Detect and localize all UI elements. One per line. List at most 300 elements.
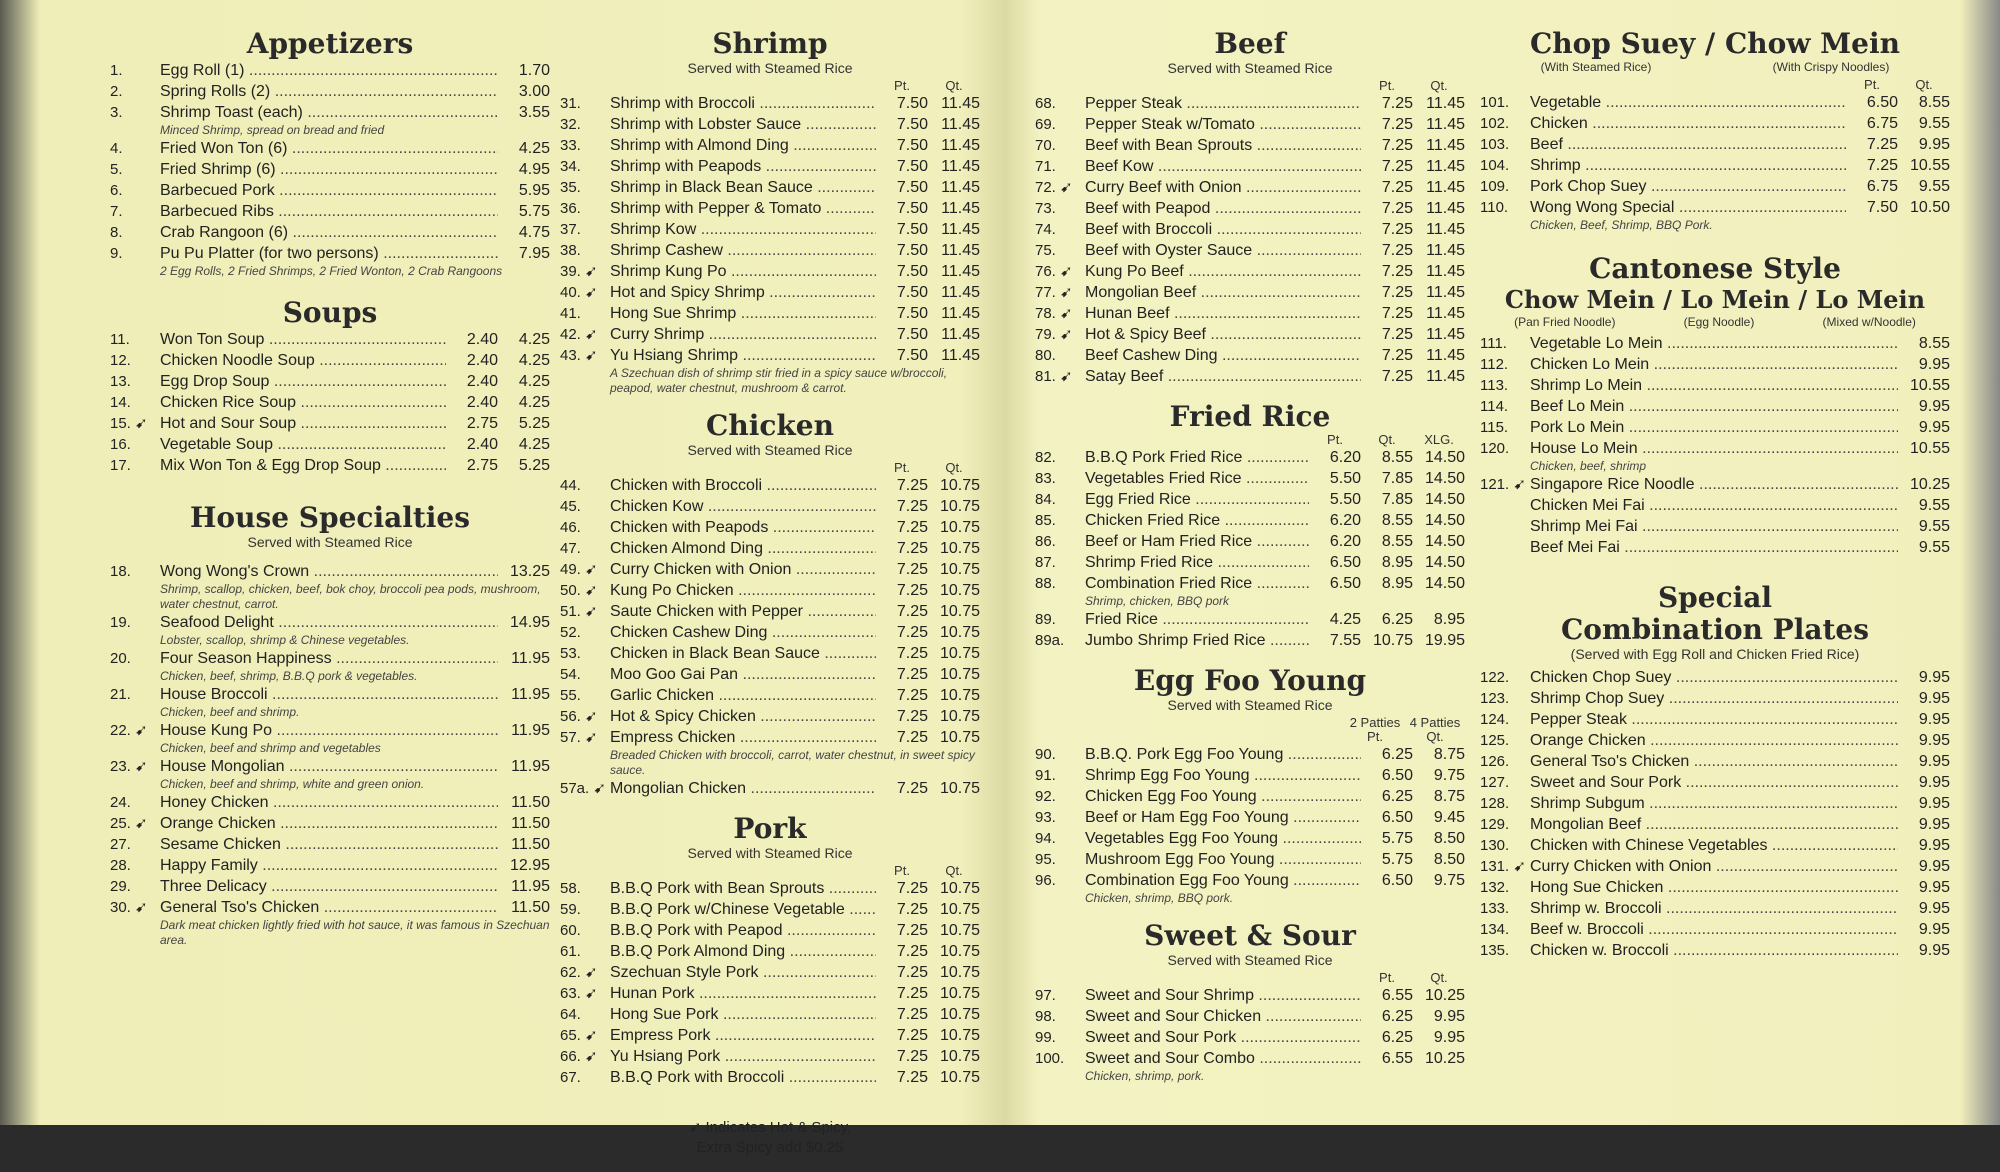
item-price-pt: 7.25: [896, 943, 928, 960]
item-price-qt: 8.50: [1433, 830, 1465, 847]
menu-item: [1035, 985, 1465, 1006]
menu-item: [560, 282, 980, 303]
menu-item: [110, 329, 550, 350]
item-price-qt: 11.45: [1426, 263, 1465, 280]
menu-item: [560, 983, 980, 1004]
item-name: Hunan Pork .....: [610, 983, 876, 1004]
menu-item: [1035, 261, 1465, 282]
item-price-pt: 7.25: [1381, 263, 1413, 280]
menu-item: [1035, 510, 1465, 531]
item-price-pt: 7.25: [1381, 137, 1413, 154]
item-name: Beef Kow .....: [1085, 156, 1361, 177]
item-price-qt: 4.25: [518, 331, 550, 348]
item-name: Hot and Spicy Shrimp .....: [610, 282, 876, 303]
item-price-pt: 7.25: [1381, 179, 1413, 196]
item-name: General Tso's Chicken .....: [160, 897, 498, 918]
item-price-xlg: 14.50: [1424, 554, 1465, 571]
item-name: Wong Wong Special .....: [1530, 197, 1846, 218]
item-name: Mongolian Beef .....: [1085, 282, 1361, 303]
item-name: Beef or Ham Egg Foo Young .....: [1085, 807, 1361, 828]
item-number: 126.: [1480, 753, 1510, 770]
item-number: 57a. ➹: [560, 780, 606, 797]
item-description: Chicken, beef, shrimp, B.B.Q pork & vegetables.: [160, 669, 418, 683]
item-price-qt: 10.75: [939, 1006, 980, 1023]
menu-item: [110, 434, 550, 455]
item-number: 124.: [1480, 711, 1510, 728]
item-price-pt: 7.25: [896, 477, 928, 494]
menu-item: [1480, 919, 1950, 940]
item-price-pt: 7.50: [896, 200, 928, 217]
item-name: Curry Chicken with Onion .....: [1530, 856, 1898, 877]
menu-item: [110, 243, 550, 264]
item-name: B.B.Q Pork Almond Ding .....: [610, 941, 876, 962]
item-number: 43. ➹: [560, 347, 598, 364]
item-description: Chicken, beef, shrimp: [1530, 459, 1647, 473]
item-price-pt: 7.25: [1381, 284, 1413, 301]
item-number: 33.: [560, 137, 581, 154]
item-price-qt: 8.95: [1381, 554, 1413, 571]
item-price-qt: 10.75: [939, 561, 980, 578]
item-name: Shrimp Chop Suey .....: [1530, 688, 1898, 709]
item-price-qt: 10.75: [939, 901, 980, 918]
item-number: 2.: [110, 83, 123, 100]
item-price-pt: 9.95: [1918, 900, 1950, 917]
menu-item: [110, 756, 550, 777]
item-number: 55.: [560, 687, 581, 704]
item-price-pt: 9.95: [1918, 837, 1950, 854]
item-price-qt: 10.75: [939, 1048, 980, 1065]
menu-item: [1035, 630, 1465, 651]
section-title: Sweet & Sour: [1144, 919, 1356, 952]
item-number: 54.: [560, 666, 581, 683]
section-pork: [560, 813, 980, 1158]
item-price-xlg: 14.50: [1424, 449, 1465, 466]
item-price-pt: 9.95: [1918, 774, 1950, 791]
item-number: 9.: [110, 245, 123, 262]
item-number: 129.: [1480, 816, 1510, 833]
item-price-pt: 6.50: [1329, 554, 1361, 571]
menu-item: [1035, 849, 1465, 870]
item-name: Crab Rangoon (6) .....: [160, 222, 498, 243]
item-number: 50. ➹: [560, 582, 598, 599]
item-list: [110, 561, 550, 948]
item-number: 85.: [1035, 512, 1056, 529]
item-price-qt: 9.95: [1433, 1008, 1465, 1025]
item-price-pt: 11.95: [511, 722, 550, 739]
menu-item: [1480, 898, 1950, 919]
item-name: Three Delicacy .....: [160, 876, 498, 897]
item-name: Chicken Rice Soup .....: [160, 392, 446, 413]
item-price-qt: 10.75: [939, 943, 980, 960]
item-price-pt: 7.25: [896, 540, 928, 557]
item-name: Chicken in Black Bean Sauce .....: [610, 643, 876, 664]
item-price-pt: 6.25: [1381, 788, 1413, 805]
price-headers: Pt. Qt. XLG.: [1327, 432, 1454, 447]
item-price-pt: 2.40: [466, 352, 498, 369]
item-number: 65. ➹: [560, 1027, 598, 1044]
item-name: House Broccoli .....: [160, 684, 498, 705]
item-description: Chicken, beef and shrimp, white and green onion.: [160, 777, 425, 791]
menu-item: [1480, 814, 1950, 835]
menu-item: [1035, 366, 1465, 387]
item-name: Egg Roll (1) .....: [160, 60, 498, 81]
item-price-qt: 7.85: [1381, 470, 1413, 487]
item-name: Kung Po Chicken .....: [610, 580, 876, 601]
item-price-qt: 10.25: [1424, 987, 1465, 1004]
item-price-pt: 9.55: [1918, 539, 1950, 556]
item-number: 17.: [110, 457, 131, 474]
menu-item: [1035, 282, 1465, 303]
item-number: 80.: [1035, 347, 1056, 364]
item-price-qt: 9.95: [1918, 136, 1950, 153]
menu-item: [560, 643, 980, 664]
item-name: Chicken Kow .....: [610, 496, 876, 517]
section-subtitle: Served with Steamed Rice: [1167, 60, 1333, 76]
item-name: Honey Chicken .....: [160, 792, 498, 813]
menu-item: [110, 60, 550, 81]
menu-item: [1480, 134, 1950, 155]
item-name: Shrimp Fried Rice .....: [1085, 552, 1309, 573]
section-cantonese: [1480, 253, 1950, 558]
section-subtitles: (Pan Fried Noodle) (Egg Noodle) (Mixed w/Noodle): [1514, 315, 1916, 329]
item-name: Combination Fried Rice .....: [1085, 573, 1309, 594]
item-price-pt: 5.75: [518, 203, 550, 220]
item-name: Beef with Oyster Sauce .....: [1085, 240, 1361, 261]
item-name: Chicken Cashew Ding .....: [610, 622, 876, 643]
item-name: Moo Goo Gai Pan .....: [610, 664, 876, 685]
menu-item: [560, 778, 980, 799]
item-list: [1480, 667, 1950, 961]
menu-item: [560, 93, 980, 114]
item-number: 97.: [1035, 987, 1056, 1004]
section-title-2: Chow Mein / Lo Mein / Lo Mein: [1504, 285, 1926, 314]
item-price-pt: 7.25: [1381, 326, 1413, 343]
item-price-pt: 7.25: [1381, 305, 1413, 322]
item-number: 1.: [110, 62, 123, 79]
item-price-pt: 7.95: [518, 245, 550, 262]
item-description: Chicken, beef and shrimp and vegetables: [160, 741, 381, 755]
item-number: 61.: [560, 943, 581, 960]
item-number: 67.: [560, 1069, 581, 1086]
section-subtitle: Served with Steamed Rice: [1167, 952, 1333, 968]
item-name: Chicken with Broccoli .....: [610, 475, 876, 496]
item-name: Beef or Ham Fried Rice .....: [1085, 531, 1309, 552]
item-price-pt: 11.50: [511, 815, 550, 832]
item-price-qt: 4.25: [518, 436, 550, 453]
menu-item: [110, 371, 550, 392]
item-number: 53.: [560, 645, 581, 662]
item-number: 25. ➹: [110, 815, 148, 832]
item-number: 73.: [1035, 200, 1056, 217]
menu-item: [1480, 176, 1950, 197]
item-number: 14.: [110, 394, 131, 411]
menu-item: [560, 878, 980, 899]
menu-item: [110, 648, 550, 669]
section-title: Soups: [282, 296, 378, 329]
menu-item: [1035, 1006, 1465, 1027]
item-price-pt: 10.25: [1909, 476, 1950, 493]
section-title: Special: [1657, 581, 1773, 614]
item-name: Shrimp w. Broccoli .....: [1530, 898, 1898, 919]
item-price-qt: 10.75: [1372, 632, 1413, 649]
item-price-qt: 11.45: [1426, 137, 1465, 154]
menu-item: [560, 114, 980, 135]
item-description: Lobster, scallop, shrimp & Chinese vegetables.: [160, 633, 410, 647]
menu-item: [560, 345, 980, 366]
item-price-pt: 7.50: [896, 326, 928, 343]
item-name: B.B.Q Pork with Peapod .....: [610, 920, 876, 941]
menu-item: [1480, 92, 1950, 113]
item-price-qt: 10.75: [939, 880, 980, 897]
section-title: Egg Foo Young: [1133, 664, 1367, 697]
item-price-pt: 7.50: [896, 116, 928, 133]
menu-item: [560, 240, 980, 261]
menu-item: [1480, 375, 1950, 396]
item-name: Shrimp with Broccoli .....: [610, 93, 876, 114]
item-name: Satay Beef .....: [1085, 366, 1361, 387]
menu-item: [560, 622, 980, 643]
menu-item: [1480, 155, 1950, 176]
item-price-xlg: 14.50: [1424, 491, 1465, 508]
item-name: Happy Family .....: [160, 855, 498, 876]
section-chicken: [560, 410, 980, 799]
column-1: [110, 28, 550, 962]
menu-item: [560, 135, 980, 156]
menu-item: [1480, 197, 1950, 218]
item-price-pt: 11.50: [511, 899, 550, 916]
section-sweet-sour: [1035, 920, 1465, 1084]
item-price-qt: 5.25: [518, 415, 550, 432]
menu-item: [110, 855, 550, 876]
item-number: 96.: [1035, 872, 1056, 889]
item-name: Pork Chop Suey .....: [1530, 176, 1846, 197]
item-name: Shrimp Subgum .....: [1530, 793, 1898, 814]
item-name: Shrimp Mei Fai .....: [1530, 516, 1898, 537]
menu-item: [1035, 765, 1465, 786]
menu-item: [110, 138, 550, 159]
item-number: 28.: [110, 857, 131, 874]
item-price-pt: 7.25: [896, 1048, 928, 1065]
menu-item: [1480, 396, 1950, 417]
item-number: 29.: [110, 878, 131, 895]
item-price-pt: 6.25: [1381, 746, 1413, 763]
item-price-pt: 9.95: [1918, 690, 1950, 707]
item-price-pt: 7.25: [1381, 158, 1413, 175]
item-number: 66. ➹: [560, 1048, 598, 1065]
item-name: Chicken Almond Ding .....: [610, 538, 876, 559]
item-price-pt: 6.20: [1329, 449, 1361, 466]
menu-item: [110, 222, 550, 243]
item-price-qt: 10.75: [939, 540, 980, 557]
item-name: Orange Chicken .....: [1530, 730, 1898, 751]
menu-item: [560, 496, 980, 517]
section-title: Shrimp: [712, 27, 828, 60]
item-price-pt: 7.50: [1866, 199, 1898, 216]
item-list: [110, 60, 550, 279]
menu-item: [1480, 940, 1950, 961]
menu-item: [110, 684, 550, 705]
menu-item: [110, 180, 550, 201]
item-name: Beef Lo Mein .....: [1530, 396, 1898, 417]
item-number: 81. ➹: [1035, 368, 1073, 385]
menu-item: [1480, 751, 1950, 772]
section-appetizers: [110, 28, 550, 279]
item-price-pt: 7.25: [896, 708, 928, 725]
item-price-qt: 10.75: [939, 1069, 980, 1086]
menu-item: [1480, 537, 1950, 558]
item-number: 86.: [1035, 533, 1056, 550]
item-price-qt: 11.45: [1426, 305, 1465, 322]
item-list: [1035, 985, 1465, 1084]
price-headers: Pt. Qt.: [1864, 77, 1933, 92]
item-name: Shrimp Egg Foo Young .....: [1085, 765, 1361, 786]
item-name: Shrimp Kung Po .....: [610, 261, 876, 282]
item-number: 22. ➹: [110, 722, 148, 739]
item-price-pt: 7.25: [1866, 136, 1898, 153]
item-name: B.B.Q. Pork Egg Foo Young .....: [1085, 744, 1361, 765]
item-price-pt: 7.25: [896, 687, 928, 704]
item-price-pt: 5.95: [518, 182, 550, 199]
menu-item: [1035, 1027, 1465, 1048]
item-price-pt: 7.25: [896, 922, 928, 939]
item-price-qt: 4.25: [518, 373, 550, 390]
item-price-qt: 8.55: [1918, 94, 1950, 111]
section-title: House Specialties: [189, 501, 471, 534]
item-number: 89a.: [1035, 632, 1065, 649]
item-number: 64.: [560, 1006, 581, 1023]
item-price-qt: 11.45: [941, 347, 980, 364]
item-number: 88.: [1035, 575, 1056, 592]
item-price-pt: 7.25: [1381, 242, 1413, 259]
menu-item: [560, 727, 980, 748]
item-name: Sweet and Sour Combo .....: [1085, 1048, 1361, 1069]
item-price-pt: 7.25: [896, 519, 928, 536]
item-name: Chicken Egg Foo Young .....: [1085, 786, 1361, 807]
item-name: Barbecued Pork .....: [160, 180, 498, 201]
item-list: [1035, 447, 1465, 651]
item-number: 92.: [1035, 788, 1056, 805]
item-name: Sweet and Sour Chicken .....: [1085, 1006, 1361, 1027]
item-price-pt: 7.25: [896, 624, 928, 641]
item-number: 30. ➹: [110, 899, 148, 916]
menu-item: [560, 580, 980, 601]
item-name: Combination Egg Foo Young .....: [1085, 870, 1361, 891]
item-price-qt: 11.45: [1426, 221, 1465, 238]
item-price-qt: 10.75: [939, 964, 980, 981]
item-price-pt: 2.40: [466, 436, 498, 453]
menu-item: [1480, 333, 1950, 354]
item-price-pt: 13.25: [509, 563, 550, 580]
item-number: 56. ➹: [560, 708, 598, 725]
item-price-pt: 6.50: [1381, 809, 1413, 826]
menu-item: [1035, 609, 1465, 630]
item-name: Mongolian Chicken .....: [610, 778, 876, 799]
menu-item: [110, 813, 550, 834]
item-number: 113.: [1480, 377, 1509, 394]
item-name: Mix Won Ton & Egg Drop Soup .....: [160, 455, 446, 476]
item-name: House Mongolian .....: [160, 756, 498, 777]
item-price-qt: 11.45: [941, 326, 980, 343]
menu-item: [560, 1067, 980, 1088]
item-price-qt: 11.45: [941, 263, 980, 280]
menu-item: [560, 324, 980, 345]
item-name: Hong Sue Pork .....: [610, 1004, 876, 1025]
item-price-qt: 8.55: [1381, 449, 1413, 466]
item-name: Beef with Bean Sprouts .....: [1085, 135, 1361, 156]
item-price-pt: 14.95: [509, 614, 550, 631]
item-price-qt: 11.45: [941, 305, 980, 322]
item-price-qt: 9.95: [1433, 1029, 1465, 1046]
item-price-qt: 5.25: [518, 457, 550, 474]
item-number: 74.: [1035, 221, 1056, 238]
item-price-pt: 11.50: [511, 836, 550, 853]
item-number: 89.: [1035, 611, 1056, 628]
menu-item: [1480, 877, 1950, 898]
item-price-pt: 7.25: [896, 603, 928, 620]
section-title: Chop Suey / Chow Mein: [1529, 27, 1900, 60]
item-number: 45.: [560, 498, 581, 515]
section-beef: [1035, 28, 1465, 387]
item-price-pt: 9.95: [1918, 398, 1950, 415]
item-price-pt: 11.95: [511, 650, 550, 667]
item-number: 13.: [110, 373, 131, 390]
item-name: Hot and Sour Soup .....: [160, 413, 446, 434]
menu-item: [560, 198, 980, 219]
item-name: Chicken w. Broccoli .....: [1530, 940, 1898, 961]
item-name: Curry Shrimp .....: [610, 324, 876, 345]
item-price-xlg: 14.50: [1424, 575, 1465, 592]
item-price-pt: 7.50: [896, 242, 928, 259]
item-name: Egg Drop Soup .....: [160, 371, 446, 392]
item-price-pt: 6.50: [1381, 872, 1413, 889]
item-price-qt: 10.75: [939, 582, 980, 599]
menu-item: [110, 897, 550, 918]
item-name: Barbecued Ribs .....: [160, 201, 498, 222]
menu-item: [110, 102, 550, 123]
menu-item: [1480, 113, 1950, 134]
item-price-pt: 7.25: [896, 780, 928, 797]
item-price-pt: 7.50: [896, 221, 928, 238]
item-price-qt: 11.45: [1426, 95, 1465, 112]
item-price-qt: 11.45: [1426, 347, 1465, 364]
item-name: Kung Po Beef .....: [1085, 261, 1361, 282]
item-price-pt: 7.25: [1381, 200, 1413, 217]
menu-item: [560, 219, 980, 240]
item-name: B.B.Q Pork w/Chinese Vegetable .....: [610, 899, 876, 920]
menu-item: [560, 156, 980, 177]
item-number: 21.: [110, 686, 131, 703]
menu-item: [1480, 793, 1950, 814]
item-number: 69.: [1035, 116, 1056, 133]
item-name: Shrimp with Peapods .....: [610, 156, 876, 177]
item-number: 63. ➹: [560, 985, 598, 1002]
item-price-qt: 11.45: [941, 179, 980, 196]
menu-item: [1035, 447, 1465, 468]
item-price-qt: 11.45: [1426, 242, 1465, 259]
item-list: [560, 878, 980, 1088]
menu-item: [1480, 354, 1950, 375]
menu-item: [560, 920, 980, 941]
menu-item: [110, 720, 550, 741]
item-price-pt: 6.55: [1381, 1050, 1413, 1067]
item-name: Jumbo Shrimp Fried Rice .....: [1085, 630, 1309, 651]
item-number: 6.: [110, 182, 123, 199]
item-name: Wong Wong's Crown .....: [160, 561, 498, 582]
section-title: Cantonese Style: [1589, 252, 1841, 285]
item-price-pt: 6.25: [1381, 1029, 1413, 1046]
item-price-qt: 10.50: [1909, 199, 1950, 216]
item-name: Curry Beef with Onion .....: [1085, 177, 1361, 198]
